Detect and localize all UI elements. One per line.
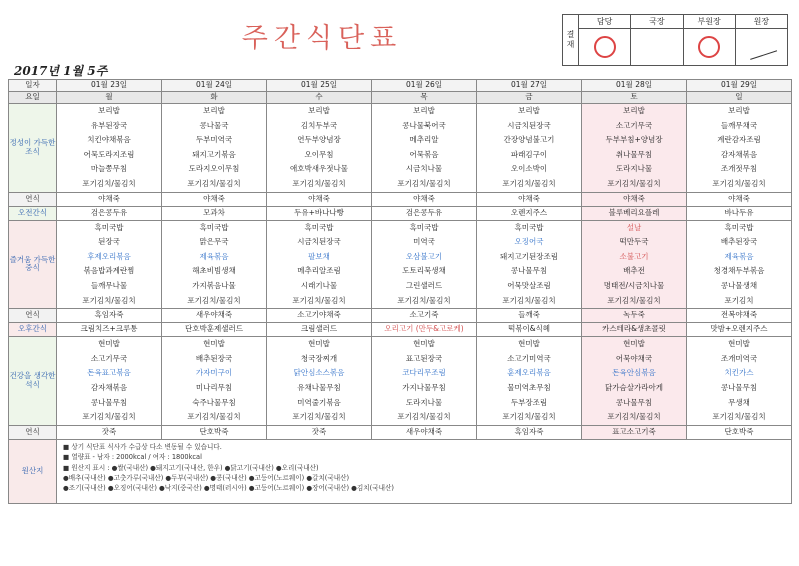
menu-item: 콩나물북어국	[402, 120, 446, 130]
menu-item: 흑미국밥	[199, 222, 229, 232]
menu-item: 배추된장국	[195, 353, 233, 363]
menu-item: 콩나물무침	[720, 382, 758, 392]
porridge-cell: 표고소고기죽	[582, 425, 687, 439]
menu-item: 설날	[626, 222, 642, 232]
porridge-cell: 들깨죽	[477, 309, 582, 323]
meal-cell	[687, 337, 792, 426]
menu-item: 도토리묵생채	[402, 266, 446, 276]
menu-item: 포기김치/물김치	[607, 295, 661, 305]
meal-cell	[57, 337, 162, 426]
menu-item: 무생채	[728, 397, 750, 407]
menu-item: 포기김치/물김치	[82, 295, 136, 305]
day-cell: 월	[57, 92, 162, 104]
meal-cell	[372, 220, 477, 309]
menu-item: 포기김치/물김치	[187, 178, 241, 188]
menu-item: 시래기나물	[300, 280, 338, 290]
date-cell: 01월 25일	[267, 80, 372, 92]
menu-item: 미나리무침	[195, 382, 233, 392]
menu-item: 파래김구이	[510, 149, 548, 159]
meal-cell	[582, 220, 687, 309]
porridge-cell: 흑임자죽	[57, 309, 162, 323]
notes-label: 원산지	[9, 439, 57, 503]
approval-sign	[579, 29, 630, 65]
menu-item: 청국장찌개	[300, 353, 338, 363]
menu-item: 포기김치/물김치	[187, 412, 241, 422]
porridge-cell: 소고기야채죽	[267, 309, 372, 323]
menu-item: 숙주나물무침	[192, 397, 236, 407]
date-row	[9, 80, 792, 92]
meal-cell	[267, 337, 372, 426]
menu-item: 오삼불고기	[405, 251, 443, 261]
menu-item: 제육볶음	[724, 251, 754, 261]
porridge-label: 연식	[9, 192, 57, 206]
menu-item: 가지나물무침	[402, 382, 446, 392]
porridge-cell: 새우야채죽	[372, 425, 477, 439]
menu-item: 현미밥	[623, 339, 645, 349]
menu-item: 보리밥	[308, 106, 330, 115]
approval-sign	[631, 29, 682, 65]
menu-item: 보리밥	[728, 106, 750, 115]
menu-item: 메추리알조림	[297, 266, 341, 276]
porridge-cell: 단호박죽	[687, 425, 792, 439]
stamp-icon	[594, 36, 616, 58]
menu-item: 포기김치/물김치	[82, 178, 136, 188]
menu-item: 흑미국밥	[724, 222, 754, 232]
snack-cell: 바나두유	[687, 206, 792, 220]
snack-cell: 모과차	[162, 206, 267, 220]
snack-cell: 맛밤+오렌지주스	[687, 323, 792, 337]
day-cell: 목	[372, 92, 477, 104]
menu-item: 도라지나물	[615, 164, 653, 174]
date-cell: 01월 26일	[372, 80, 477, 92]
menu-item: 어묵맛살조림	[507, 280, 551, 290]
menu-item: 포기김치/물김치	[397, 295, 451, 305]
menu-item: 해초비빔생채	[192, 266, 236, 276]
day-cell: 화	[162, 92, 267, 104]
meal-cell	[687, 104, 792, 193]
porridge-cell: 잣죽	[57, 425, 162, 439]
meal-cell	[267, 104, 372, 193]
meal-cell	[162, 337, 267, 426]
menu-item: 두부부침+양념장	[605, 135, 663, 145]
menu-item: 조개미역국	[720, 353, 758, 363]
menu-item: 오이무침	[304, 149, 334, 159]
menu-item: 보리밥	[98, 106, 120, 115]
date-cell: 01월 28일	[582, 80, 687, 92]
snack-cell: 오리고기 (만두&고로케)	[372, 323, 477, 337]
menu-item: 보리밥	[518, 106, 540, 115]
menu-item: 포기김치/물김치	[502, 412, 556, 422]
menu-item: 제육볶음	[199, 251, 229, 261]
porridge-cell: 단호박죽	[162, 425, 267, 439]
menu-item: 보리밥	[413, 106, 435, 115]
menu-item: 시금치된장국	[297, 237, 341, 247]
approval-sign	[684, 29, 735, 65]
menu-item: 보리밥	[203, 106, 225, 115]
snack-cell: 오렌지주스	[477, 206, 582, 220]
porridge-cell: 녹두죽	[582, 309, 687, 323]
day-cell: 금	[477, 92, 582, 104]
menu-item: 닭안심소스볶음	[293, 368, 345, 378]
menu-item: 흑미국밥	[409, 222, 439, 232]
porridge-cell: 새우야채죽	[162, 309, 267, 323]
menu-item: 포기김치/물김치	[397, 412, 451, 422]
menu-item: 어묵도라지조림	[83, 149, 135, 159]
snack-cell: 블루베리요플레	[582, 206, 687, 220]
menu-item: 마늘쫑무침	[90, 164, 128, 174]
day-cell: 토	[582, 92, 687, 104]
snack-cell: 떡볶이&식혜	[477, 323, 582, 337]
meal-cell	[57, 220, 162, 309]
meal-cell	[582, 104, 687, 193]
note-line: ●배추(국내산) ●고춧가루(국내산) ●두부(국내산) ●콩(국내산) ●고등어(노르웨이) ●갈치(국내산)	[63, 473, 350, 482]
note-line: ■ 상기 식단표 식사가 수급상 다소 변동될 수 있습니다.	[63, 442, 222, 451]
menu-item: 현미밥	[308, 339, 330, 349]
day-cell: 일	[687, 92, 792, 104]
menu-item: 도라지나물	[405, 397, 443, 407]
snack-label: 오전간식	[9, 206, 57, 220]
menu-item: 배추전	[623, 266, 645, 276]
menu-item: 물미역초무침	[507, 382, 551, 392]
snack-cell: 크림샐러드	[267, 323, 372, 337]
snack-cell: 크림치즈+크루통	[57, 323, 162, 337]
approval-sign	[736, 29, 787, 65]
menu-item: 보리밥	[623, 106, 645, 115]
meal-cell	[267, 220, 372, 309]
snack-cell: 검은콩두유	[57, 206, 162, 220]
menu-item: 소고기무국	[90, 353, 128, 363]
menu-item: 미역국	[413, 237, 435, 247]
menu-item: 흑미국밥	[94, 222, 124, 232]
snack-cell: 단호박훈제샐러드	[162, 323, 267, 337]
meal-label: 정성이 가득한 조식	[9, 104, 57, 193]
menu-item: 후제오리볶음	[87, 251, 131, 261]
menu-item: 포기김치/물김치	[502, 178, 556, 188]
menu-item: 오이소박이	[510, 164, 548, 174]
day-label: 요일	[9, 92, 57, 104]
menu-item: 메추리알	[409, 135, 439, 145]
porridge-cell: 야채죽	[372, 192, 477, 206]
menu-item: 취나물무침	[615, 149, 653, 159]
approval-box	[562, 14, 788, 66]
porridge-cell: 흑임자죽	[477, 425, 582, 439]
meal-cell	[477, 220, 582, 309]
meal-label: 즐거움 가득한 중식	[9, 220, 57, 309]
porridge-row	[9, 192, 792, 206]
menu-item: 배추된장국	[720, 237, 758, 247]
approval-head: 원장	[736, 15, 787, 29]
porridge-label: 연식	[9, 425, 57, 439]
signature-icon	[745, 34, 777, 60]
date-cell: 01월 27일	[477, 80, 582, 92]
menu-item: 시금치된장국	[507, 120, 551, 130]
snack-cell: 검은콩두유	[372, 206, 477, 220]
menu-item: 포기김치/물김치	[397, 178, 451, 188]
meal-cell	[582, 337, 687, 426]
menu-item: 어묵야채국	[615, 353, 653, 363]
notes-cell	[57, 439, 792, 503]
approval-side-label: 결재	[563, 15, 579, 65]
snack-row	[9, 206, 792, 220]
porridge-cell: 야채죽	[267, 192, 372, 206]
note-line: ●조기(국내산) ●오징어(국내산) ●낙지(중국산) ●명태(러시아) ●고등어(노르웨이) ●장어(국내산) ●김치(국내산)	[63, 484, 394, 493]
menu-item: 감자채볶음	[90, 382, 128, 392]
menu-item: 현미밥	[728, 339, 750, 349]
menu-item: 치킨가스	[724, 368, 754, 378]
menu-item: 팔보채	[308, 251, 330, 261]
snack-cell: 두유+바나나빵	[267, 206, 372, 220]
menu-item: 콩나물생채	[720, 280, 758, 290]
meal-row	[9, 220, 792, 309]
menu-item: 포기김치	[724, 295, 754, 305]
menu-item: 그린샐러드	[405, 280, 443, 290]
menu-item: 유채나물무침	[297, 382, 341, 392]
menu-item: 미역줄기볶음	[297, 397, 341, 407]
meal-cell	[477, 337, 582, 426]
menu-item: 흑미국밥	[304, 222, 334, 232]
menu-item: 포기김치/물김치	[187, 295, 241, 305]
menu-item: 포기김치/물김치	[82, 412, 136, 422]
menu-item: 유부된장국	[90, 120, 128, 130]
menu-item: 콩나물무침	[510, 266, 548, 276]
menu-item: 소불고기	[619, 251, 649, 261]
porridge-row	[9, 425, 792, 439]
porridge-cell: 야채죽	[687, 192, 792, 206]
snack-row	[9, 323, 792, 337]
menu-item: 가자미구이	[195, 368, 233, 378]
menu-item: 소고기무국	[615, 120, 653, 130]
menu-item: 포기김치/물김치	[712, 178, 766, 188]
menu-item: 소고기미역국	[507, 353, 551, 363]
week-label: 2017년 1월 5주	[14, 64, 108, 78]
porridge-cell: 야채죽	[477, 192, 582, 206]
date-cell: 01월 24일	[162, 80, 267, 92]
menu-item: 청경채두부볶음	[713, 266, 765, 276]
menu-item: 돼지고기볶음	[192, 149, 236, 159]
porridge-row	[9, 309, 792, 323]
menu-item: 포기김치/물김치	[502, 295, 556, 305]
menu-item: 간장양념불고기	[503, 135, 555, 145]
menu-item: 가지볶음나물	[192, 280, 236, 290]
porridge-cell: 전복야채죽	[687, 309, 792, 323]
snack-cell: 카스테라&생초콜릿	[582, 323, 687, 337]
menu-item: 훈제오리볶음	[507, 368, 551, 378]
day-cell: 수	[267, 92, 372, 104]
porridge-cell: 야채죽	[582, 192, 687, 206]
stamp-icon	[698, 36, 720, 58]
meal-cell	[372, 337, 477, 426]
menu-item: 현미밥	[203, 339, 225, 349]
menu-item: 포기김치/물김치	[292, 178, 346, 188]
meal-cell	[57, 104, 162, 193]
note-line: ■ 원산지 표시 : ●쌀(국내산) ●돼지고기(국내산, 한우) ●닭고기(국내산) ●오리(국내산)	[63, 463, 319, 472]
meal-label: 건강을 생각한 석식	[9, 337, 57, 426]
menu-item: 흑미국밥	[514, 222, 544, 232]
menu-item: 된장국	[98, 237, 120, 247]
menu-item: 포기김치/물김치	[292, 295, 346, 305]
menu-item: 두부장조림	[510, 397, 548, 407]
meal-cell	[162, 104, 267, 193]
snack-label: 오후간식	[9, 323, 57, 337]
menu-item: 치킨야채볶음	[87, 135, 131, 145]
menu-item: 콩나물국	[199, 120, 229, 130]
menu-item: 도라지오이무침	[188, 164, 240, 174]
menu-item: 들깨무채국	[720, 120, 758, 130]
approval-head: 담당	[579, 15, 630, 29]
menu-item: 현미밥	[98, 339, 120, 349]
notes-row	[9, 439, 792, 503]
menu-item: 포기김치/물김치	[292, 412, 346, 422]
approval-head: 부원장	[684, 15, 735, 29]
menu-item: 계란감자조림	[717, 135, 761, 145]
menu-item: 볶음밥과계란찜	[83, 266, 135, 276]
menu-item: 오징어국	[514, 237, 544, 247]
menu-item: 떡만두국	[619, 237, 649, 247]
approval-col-staff	[579, 15, 631, 65]
menu-item: 포기김치/물김치	[607, 178, 661, 188]
menu-item: 현미밥	[518, 339, 540, 349]
menu-item: 들깨무나물	[90, 280, 128, 290]
approval-head: 국장	[631, 15, 682, 29]
date-cell: 01월 29일	[687, 80, 792, 92]
meal-row	[9, 104, 792, 193]
porridge-label: 연식	[9, 309, 57, 323]
menu-item: 돈육안심볶음	[612, 368, 656, 378]
porridge-cell: 야채죽	[57, 192, 162, 206]
menu-item: 김치두부국	[300, 120, 338, 130]
menu-item: 어묵볶음	[409, 149, 439, 159]
menu-item: 두부미역국	[195, 135, 233, 145]
menu-item: 맑은무국	[199, 237, 229, 247]
menu-item: 시금치나물	[405, 164, 443, 174]
porridge-cell: 소고기죽	[372, 309, 477, 323]
date-cell: 01월 23일	[57, 80, 162, 92]
menu-item: 조개젓무침	[720, 164, 758, 174]
meal-table	[8, 79, 792, 504]
meal-cell	[687, 220, 792, 309]
menu-item: 표고된장국	[405, 353, 443, 363]
menu-item: 포기김치/물김치	[712, 412, 766, 422]
menu-item: 명태전/시금치나물	[603, 280, 665, 290]
meal-cell	[162, 220, 267, 309]
approval-col-director	[631, 15, 683, 65]
menu-item: 포기김치/물김치	[607, 412, 661, 422]
menu-item: 코다리무조림	[402, 368, 446, 378]
menu-item: 연두부양념장	[297, 135, 341, 145]
approval-col-chief	[736, 15, 787, 65]
meal-row	[9, 337, 792, 426]
menu-item: 콩나물무침	[615, 397, 653, 407]
date-label: 일자	[9, 80, 57, 92]
menu-item: 닭가슴살가라아게	[605, 382, 663, 392]
porridge-cell: 잣죽	[267, 425, 372, 439]
meal-cell	[372, 104, 477, 193]
porridge-cell: 야채죽	[162, 192, 267, 206]
page-title: 주간식단표	[241, 23, 403, 54]
meal-cell	[477, 104, 582, 193]
menu-item: 애호박새우젓나물	[290, 164, 348, 174]
menu-item: 콩나물무침	[90, 397, 128, 407]
day-row	[9, 92, 792, 104]
menu-item: 돼지고기된장조림	[500, 251, 558, 261]
menu-item: 감자채볶음	[720, 149, 758, 159]
menu-item: 돈육표고볶음	[87, 368, 131, 378]
approval-col-vice-chief	[684, 15, 736, 65]
note-line: ■ 열량표 - 남자 : 2000kcal / 여자 : 1800kcal	[63, 453, 202, 462]
menu-item: 현미밥	[413, 339, 435, 349]
